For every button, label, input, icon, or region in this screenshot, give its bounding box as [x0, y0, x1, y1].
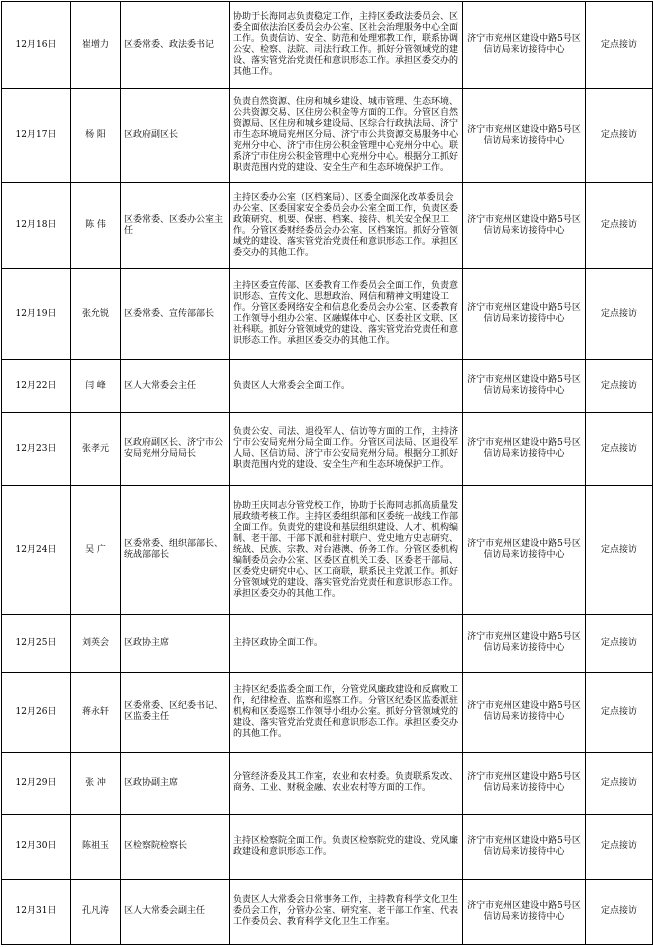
leader-name-cell: 张孝元 — [71, 413, 121, 486]
address-cell: 济宁市兖州区建设中路5号区信访局来访接待中心 — [463, 814, 586, 879]
table-row — [2, 89, 653, 183]
duties-cell: 负责自然资源、住房和城乡建设、城市管理、生态环境、公共资源交易、区住房公积金等方面的工作。分管区自然资源局、区住房和城乡建设局、区综合行政执法局、济宁市生态环境局兖州区分局、济宁市公共资源交易服务中心兖州分中心、济宁市住房公积金管理中心兖州分中心。联系济宁市住房公积金管理中心兖州分中心。根据分工抓好职责范围内党的建设、安全生产和生态环境保护工作。 — [230, 89, 463, 183]
reception-mode-cell: 定点接访 — [586, 413, 653, 486]
duties-cell: 主持区检察院全面工作。负责区检察院党的建设、党风廉政建设和意识形态工作。 — [230, 814, 463, 879]
date-cell: 12月29日 — [2, 752, 71, 814]
date-cell: 12月23日 — [2, 413, 71, 486]
leader-name-cell: 陈祖玉 — [71, 814, 121, 879]
position-cell: 区政府副区长、济宁市公安局兖州分局局长 — [121, 413, 230, 486]
address-cell: 济宁市兖州区建设中路5号区信访局来访接待中心 — [463, 360, 586, 413]
table-row — [2, 413, 653, 486]
duties-cell: 协助王庆同志分管党校工作，协助于长海同志抓高质量发展政绩考核工作。主持区委组织部和区委统一战线工作部全面工作。负责党的建设和基层组织建设、人才、机构编制、老干部、干部下派和驻村联户、党史地方史志研究、统战、民族、宗教、对台港澳、侨务工作。分管区委机构编制委员会办公室、区委区直机关工委、区委老干部局、区委党史研究中心、区工商联，联系民主党派工作。抓好分管领域党的建设、落实管党治党责任和意识形态工作。承担区委交办的其他工作。 — [230, 486, 463, 614]
leader-name-cell: 闫 峰 — [71, 360, 121, 413]
duties-cell: 协助于长海同志负责稳定工作，主持区委政法委员会、区委全面依法治区委员会办公室、区社会治理服务中心全面工作。负责信访、安全、防范和处理邪教工作，联系协调公安、检察、法院、司法行政工作。抓好分管领域党的建设、落实管党治党责任和意识形态工作。承担区委交办的其他工作。 — [230, 2, 463, 89]
date-cell: 12月30日 — [2, 814, 71, 879]
table-row — [2, 814, 653, 879]
position-cell: 区委常委、宣传部部长 — [121, 269, 230, 360]
reception-mode-cell: 定点接访 — [586, 814, 653, 879]
date-cell: 12月24日 — [2, 486, 71, 614]
date-cell: 12月17日 — [2, 89, 71, 183]
table-row — [2, 879, 653, 944]
date-cell: 12月26日 — [2, 672, 71, 752]
position-cell: 区政府副区长 — [121, 89, 230, 183]
table-row — [2, 672, 653, 752]
position-cell: 区政协副主席 — [121, 752, 230, 814]
reception-schedule-sheet — [1, 1, 652, 945]
date-cell: 12月25日 — [2, 614, 71, 672]
table-row — [2, 614, 653, 672]
duties-cell: 负责区人大常委会日常事务工作，主持教育科学文化卫生委员会工作，分管办公室、研究室、老干部工作室、代表工作委员会、教育科学文化卫生工作室。 — [230, 879, 463, 944]
position-cell: 区政协主席 — [121, 614, 230, 672]
address-cell: 济宁市兖州区建设中路5号区信访局来访接待中心 — [463, 183, 586, 269]
reception-mode-cell: 定点接访 — [586, 183, 653, 269]
reception-mode-cell: 定点接访 — [586, 89, 653, 183]
date-cell: 12月18日 — [2, 183, 71, 269]
address-cell: 济宁市兖州区建设中路5号区信访局来访接待中心 — [463, 752, 586, 814]
position-cell: 区人大常委会主任 — [121, 360, 230, 413]
table-row — [2, 2, 653, 89]
leader-name-cell: 孔凡涛 — [71, 879, 121, 944]
table-row — [2, 183, 653, 269]
position-cell: 区委常委、组织部部长、统战部部长 — [121, 486, 230, 614]
position-cell: 区委常委、区委办公室主任 — [121, 183, 230, 269]
address-cell: 济宁市兖州区建设中路5号区信访局来访接待中心 — [463, 672, 586, 752]
leader-name-cell: 蒋永轩 — [71, 672, 121, 752]
duties-cell: 主持区政协全面工作。 — [230, 614, 463, 672]
duties-cell: 负责公安、司法、退役军人、信访等方面的工作，主持济宁市公安局兖州分局全面工作。分管区司法局、区退役军人局、区信访局、济宁市公安局兖州分局。根据分工抓好职责范围内党的建设、安全生产和生态环境保护工作。 — [230, 413, 463, 486]
address-cell: 济宁市兖州区建设中路5号区信访局来访接待中心 — [463, 413, 586, 486]
date-cell: 12月22日 — [2, 360, 71, 413]
reception-mode-cell: 定点接访 — [586, 486, 653, 614]
leader-name-cell: 张 冲 — [71, 752, 121, 814]
reception-mode-cell: 定点接访 — [586, 614, 653, 672]
leader-name-cell: 陈 伟 — [71, 183, 121, 269]
date-cell: 12月31日 — [2, 879, 71, 944]
duties-cell: 负责区人大常委会全面工作。 — [230, 360, 463, 413]
table-row — [2, 269, 653, 360]
table-row — [2, 486, 653, 614]
leader-name-cell: 刘英会 — [71, 614, 121, 672]
date-cell: 12月19日 — [2, 269, 71, 360]
reception-mode-cell: 定点接访 — [586, 2, 653, 89]
date-cell: 12月16日 — [2, 2, 71, 89]
position-cell: 区委常委、政法委书记 — [121, 2, 230, 89]
reception-mode-cell: 定点接访 — [586, 752, 653, 814]
address-cell: 济宁市兖州区建设中路5号区信访局来访接待中心 — [463, 486, 586, 614]
duties-cell: 分管经济委及其工作室，农业和农村委。负责联系发改、商务、工业、财税金融、农业农村等方面的工作。 — [230, 752, 463, 814]
position-cell: 区委常委、区纪委书记、区监委主任 — [121, 672, 230, 752]
duties-cell: 主持区纪委监委全面工作，分管党风廉政建设和反腐败工作，纪律检查、监察和巡察工作。分管区纪委区监委派驻机构和区委巡察工作领导小组办公室。抓好分管领域党的建设、落实管党治党责任和意识形态工作。承担区委交办的其他工作。 — [230, 672, 463, 752]
reception-schedule-table — [1, 1, 653, 945]
address-cell: 济宁市兖州区建设中路5号区信访局来访接待中心 — [463, 269, 586, 360]
address-cell: 济宁市兖州区建设中路5号区信访局来访接待中心 — [463, 89, 586, 183]
position-cell: 区人大常委会副主任 — [121, 879, 230, 944]
leader-name-cell: 杨 阳 — [71, 89, 121, 183]
address-cell: 济宁市兖州区建设中路5号区信访局来访接待中心 — [463, 614, 586, 672]
leader-name-cell: 张允锐 — [71, 269, 121, 360]
reception-mode-cell: 定点接访 — [586, 672, 653, 752]
table-row — [2, 360, 653, 413]
leader-name-cell: 崔增力 — [71, 2, 121, 89]
reception-mode-cell: 定点接访 — [586, 879, 653, 944]
duties-cell: 主持区委宣传部、区委教育工作委员会全面工作，负责意识形态、宣传文化、思想政治、网信和精神文明建设工作。分管区委网络安全和信息化委员会办公室、区委教育工作领导小组办公室、区融媒体中心、区委社区文联、区社科联。抓好分管领域党的建设、落实管党治党责任和意识形态工作。承担区委交办的其他工作。 — [230, 269, 463, 360]
address-cell: 济宁市兖州区建设中路5号区信访局来访接待中心 — [463, 2, 586, 89]
leader-name-cell: 吴 广 — [71, 486, 121, 614]
address-cell: 济宁市兖州区建设中路5号区信访局来访接待中心 — [463, 879, 586, 944]
reception-mode-cell: 定点接访 — [586, 360, 653, 413]
table-row — [2, 752, 653, 814]
position-cell: 区检察院检察长 — [121, 814, 230, 879]
duties-cell: 主持区委办公室（区档案局）、区委全面深化改革委员会办公室、区委国家安全委员会办公室全面工作，负责区委政策研究、机要、保密、档案、接待、机关安全保卫工作。分管区委财经委员会办公室、区档案馆。抓好分管领域党的建设、落实管党治党责任和意识形态工作。承担区委交办的其他工作。 — [230, 183, 463, 269]
reception-mode-cell: 定点接访 — [586, 269, 653, 360]
